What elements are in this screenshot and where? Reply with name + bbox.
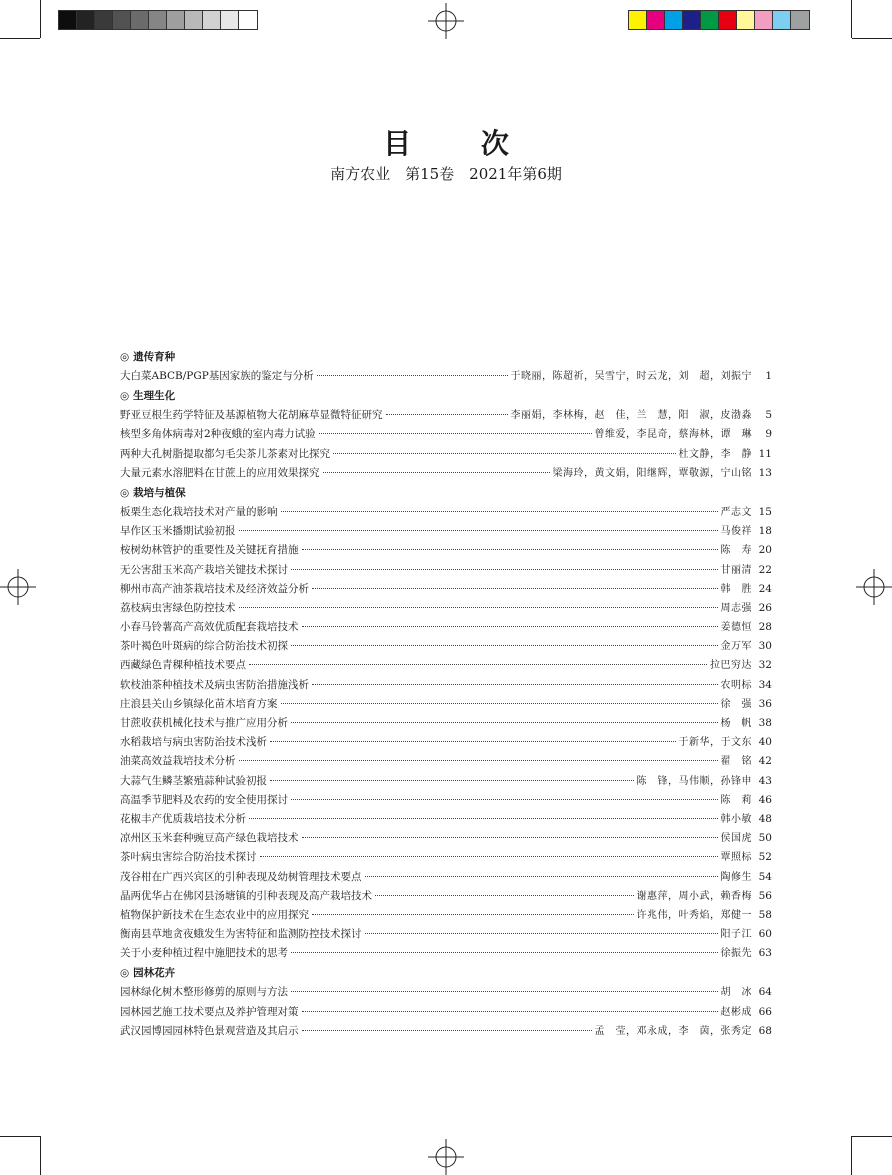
- dot-leader: [302, 1011, 718, 1012]
- article-authors: 胡 冰: [720, 987, 752, 999]
- dot-leader: [291, 952, 718, 953]
- page-number: 24: [758, 582, 772, 595]
- article-authors: 周志强: [720, 602, 752, 614]
- color-swatch: [629, 11, 647, 29]
- page-number: 42: [758, 755, 772, 768]
- dot-leader: [260, 856, 718, 857]
- article-title: 园林园艺施工技术要点及养护管理对策: [120, 1005, 299, 1018]
- article-title: 两种大孔树脂提取都匀毛尖茶儿茶素对比探究: [120, 447, 330, 460]
- registration-mark-icon: [428, 3, 464, 39]
- page-number: 22: [758, 563, 772, 576]
- color-swatch: [239, 11, 257, 29]
- page-number: 50: [758, 832, 772, 845]
- article-title: 西藏绿色青稞种植技术要点: [120, 659, 246, 672]
- dot-leader: [319, 433, 592, 434]
- article-authors: 许兆伟，叶秀焰，郑健一: [636, 909, 752, 921]
- article-title: 野亚豆根生药学特征及基源植物大花胡麻草显微特征研究: [120, 409, 383, 422]
- article-title: 凉州区玉米套种豌豆高产绿色栽培技术: [120, 832, 299, 845]
- color-swatch: [701, 11, 719, 29]
- article-authors: 杨 帆: [720, 718, 752, 729]
- page-number: 34: [758, 678, 772, 691]
- crop-mark: [851, 1136, 852, 1175]
- toc-entry[interactable]: [120, 599, 772, 618]
- table-of-contents: [120, 347, 772, 1041]
- dot-leader: [239, 760, 718, 761]
- article-title: 茶叶病虫害综合防治技术探讨: [120, 851, 257, 864]
- article-authors: 金万军: [720, 641, 752, 653]
- dot-leader: [333, 453, 676, 454]
- crop-mark: [852, 38, 892, 39]
- section-bullet-icon: ◎: [120, 486, 130, 499]
- color-swatch: [773, 11, 791, 29]
- toc-entry[interactable]: [120, 464, 772, 483]
- color-swatch: [755, 11, 773, 29]
- article-title: 核型多角体病毒对2种夜蛾的室内毒力试验: [120, 428, 316, 441]
- article-title: 茶叶褐色叶斑病的综合防治技术初探: [120, 640, 288, 653]
- color-swatch: [149, 11, 167, 29]
- dot-leader: [239, 530, 718, 531]
- toc-entry[interactable]: [120, 637, 772, 656]
- article-title: 桉树幼林管护的重要性及关键抚育措施: [120, 544, 299, 557]
- color-calibration-bar: [628, 10, 810, 30]
- article-title: 植物保护新技术在生态农业中的应用探究: [120, 908, 309, 921]
- section-heading: [120, 483, 772, 503]
- crop-mark: [0, 38, 40, 39]
- dot-leader: [312, 588, 718, 589]
- article-title: 软枝油茶种植技术及病虫害防治措施浅析: [120, 678, 309, 691]
- toc-entry[interactable]: [120, 868, 772, 887]
- toc-entry[interactable]: [120, 406, 772, 425]
- article-title: 花椒丰产优质栽培技术分析: [120, 812, 246, 825]
- page-number: 30: [758, 640, 772, 653]
- article-title: 高温季节肥料及农药的安全使用探讨: [120, 793, 288, 806]
- dot-leader: [291, 799, 718, 800]
- dot-leader: [291, 569, 718, 570]
- color-swatch: [719, 11, 737, 29]
- color-swatch: [113, 11, 131, 29]
- toc-entry[interactable]: [120, 772, 772, 791]
- toc-entry[interactable]: [120, 695, 772, 714]
- article-authors: 拉巴穷达: [710, 660, 752, 672]
- dot-leader: [312, 914, 634, 915]
- page-number: 66: [758, 1005, 772, 1018]
- page-number: 58: [758, 908, 772, 921]
- grayscale-calibration-bar: [58, 10, 258, 30]
- page-number: 63: [758, 947, 772, 960]
- article-authors: 于晓丽，陈超祈，吴雪宁，时云龙，刘 超，刘振宁: [510, 371, 752, 382]
- dot-leader: [291, 722, 718, 723]
- article-authors: 严志文: [720, 506, 752, 518]
- color-swatch: [791, 11, 809, 29]
- article-title: 晶两优华占在佛冈县汤塘镇的引种表现及高产栽培技术: [120, 889, 372, 902]
- toc-entry[interactable]: [120, 983, 772, 1002]
- section-heading: [120, 347, 772, 367]
- toc-entry[interactable]: [120, 367, 772, 386]
- article-title: 早作区玉米播期试验初报: [120, 525, 236, 538]
- toc-entry[interactable]: [120, 810, 772, 829]
- page-number: 13: [758, 466, 772, 479]
- registration-mark-icon: [856, 569, 892, 605]
- article-title: 油菜高效益栽培技术分析: [120, 755, 236, 768]
- dot-leader: [281, 703, 718, 704]
- journal-issue-line: 南方农业 第15卷 2021年第6期: [330, 165, 562, 183]
- color-swatch: [95, 11, 113, 29]
- dot-leader: [270, 741, 676, 742]
- page-number: 43: [758, 774, 772, 787]
- dot-leader: [281, 511, 718, 512]
- page-number: 18: [758, 525, 772, 538]
- article-authors: 覃照标: [720, 852, 752, 864]
- article-authors: 谢惠萍，周小武，赖香梅: [636, 890, 752, 902]
- toc-entry[interactable]: [120, 1003, 772, 1022]
- color-swatch: [77, 11, 95, 29]
- color-swatch: [203, 11, 221, 29]
- article-authors: 甘丽清: [720, 564, 752, 576]
- dot-leader: [239, 607, 718, 608]
- dot-leader: [249, 664, 707, 665]
- page-number: 46: [758, 793, 772, 806]
- article-authors: 于新华，于文东: [678, 737, 752, 749]
- color-swatch: [131, 11, 149, 29]
- article-title: 衡南县草地贪夜蛾发生为害特征和监测防控技术探讨: [120, 928, 362, 941]
- toc-entry[interactable]: [120, 752, 772, 771]
- page-number: 54: [758, 870, 772, 883]
- section-bullet-icon: ◎: [120, 390, 130, 403]
- color-swatch: [665, 11, 683, 29]
- toc-entry[interactable]: [120, 848, 772, 867]
- dot-leader: [302, 549, 718, 550]
- page-number: 1: [765, 370, 772, 382]
- dot-leader: [365, 933, 718, 934]
- article-title: 小春马铃薯高产高效优质配套栽培技术: [120, 621, 299, 634]
- section-bullet-icon: ◎: [120, 967, 130, 980]
- toc-entry[interactable]: [120, 791, 772, 810]
- article-title: 甘蔗收获机械化技术与推广应用分析: [120, 717, 288, 729]
- registration-mark-icon: [428, 1139, 464, 1175]
- article-authors: 杜文静，李 静: [678, 448, 752, 460]
- page-number: 5: [765, 409, 772, 422]
- article-authors: 陶修生: [720, 871, 752, 883]
- article-authors: 姜德恒: [720, 622, 752, 634]
- article-title: 柳州市高产油茶栽培技术及经济效益分析: [120, 582, 309, 595]
- article-authors: 曾维爱，李昆奇，蔡海林，谭 琳: [594, 429, 752, 441]
- toc-entry[interactable]: [120, 887, 772, 906]
- dot-leader: [270, 780, 634, 781]
- color-swatch: [683, 11, 701, 29]
- article-authors: 陈 莉: [720, 794, 752, 806]
- article-authors: 徐 强: [720, 698, 752, 710]
- article-title: 关于小麦种植过程中施肥技术的思考: [120, 947, 288, 960]
- page-number: 48: [758, 812, 772, 825]
- toc-entry[interactable]: [120, 829, 772, 848]
- dot-leader: [365, 876, 718, 877]
- dot-leader: [375, 895, 634, 896]
- toc-entry[interactable]: [120, 503, 772, 522]
- page-number: 56: [758, 889, 772, 902]
- toc-entry[interactable]: [120, 1022, 772, 1041]
- article-authors: 侯国虎: [720, 833, 752, 845]
- article-authors: 农明标: [720, 679, 752, 691]
- article-authors: 徐振先: [720, 948, 752, 960]
- dot-leader: [317, 375, 508, 376]
- article-authors: 陈 锋，马伟顺，孙锋申: [636, 775, 752, 787]
- toc-entry[interactable]: [120, 944, 772, 963]
- dot-leader: [302, 837, 718, 838]
- page-number: 36: [758, 697, 772, 710]
- toc-entry[interactable]: [120, 522, 772, 541]
- section-name: 园林花卉: [133, 967, 176, 980]
- toc-entry[interactable]: [120, 541, 772, 560]
- article-title: 大白菜ABCB/PGP基因家族的鉴定与分析: [120, 370, 314, 382]
- dot-leader: [249, 818, 718, 819]
- crop-mark: [0, 1136, 40, 1137]
- article-title: 水稻栽培与病虫害防治技术浅析: [120, 736, 267, 749]
- section-name: 遗传育种: [133, 351, 176, 363]
- color-swatch: [221, 11, 239, 29]
- article-title: 庄浪县关山乡镇绿化苗木培育方案: [120, 697, 278, 710]
- page-number: 60: [758, 928, 772, 941]
- color-swatch: [737, 11, 755, 29]
- article-title: 茂谷柑在广西兴宾区的引种表现及幼树管理技术要点: [120, 870, 362, 883]
- section-name: 生理生化: [133, 390, 176, 403]
- toc-entry[interactable]: [120, 733, 772, 752]
- toc-entry[interactable]: [120, 906, 772, 925]
- section-name: 栽培与植保: [133, 486, 186, 499]
- page-number: 11: [758, 447, 772, 460]
- article-title: 无公害甜玉米高产栽培关键技术探讨: [120, 563, 288, 576]
- page-number: 9: [765, 428, 772, 441]
- crop-mark: [40, 0, 41, 38]
- section-heading: [120, 386, 772, 406]
- dot-leader: [312, 684, 718, 685]
- article-authors: 马俊祥: [720, 526, 752, 538]
- article-title: 荔枝病虫害绿色防控技术: [120, 601, 236, 614]
- dot-leader: [386, 414, 508, 415]
- color-swatch: [647, 11, 665, 29]
- crop-mark: [852, 1136, 892, 1137]
- page-number: 64: [758, 986, 772, 999]
- page-number: 26: [758, 601, 772, 614]
- article-title: 园林绿化树木整形修剪的原则与方法: [120, 986, 288, 999]
- crop-mark: [851, 0, 852, 38]
- article-authors: 阳子江: [720, 929, 752, 941]
- article-title: 大量元素水溶肥料在甘蔗上的应用效果探究: [120, 466, 320, 479]
- article-authors: 陈 寿: [720, 545, 752, 557]
- page-number: 52: [758, 851, 772, 864]
- article-authors: 孟 莹，邓永成，李 茵，张秀定: [594, 1025, 752, 1037]
- article-authors: 韩小敏: [720, 813, 752, 825]
- toc-entry[interactable]: [120, 425, 772, 444]
- dot-leader: [302, 1030, 592, 1031]
- page-number: 68: [758, 1024, 772, 1037]
- dot-leader: [323, 472, 550, 473]
- article-authors: 翟 铭: [720, 756, 752, 768]
- page-number: 32: [758, 659, 772, 672]
- dot-leader: [291, 645, 718, 646]
- toc-entry[interactable]: [120, 445, 772, 464]
- article-authors: 韩 胜: [720, 583, 752, 595]
- color-swatch: [185, 11, 203, 29]
- section-bullet-icon: ◎: [120, 351, 130, 363]
- article-title: 武汉园博园园林特色景观营造及其启示: [120, 1024, 299, 1037]
- article-authors: 李丽娟，李林梅，赵 佳，兰 慧，阳 淑，皮渤淼: [510, 410, 752, 422]
- toc-entry[interactable]: [120, 676, 772, 695]
- toc-entry[interactable]: [120, 656, 772, 675]
- registration-mark-icon: [0, 569, 36, 605]
- toc-entry[interactable]: [120, 561, 772, 580]
- page-title: 目 次: [383, 127, 539, 160]
- dot-leader: [302, 626, 718, 627]
- toc-entry[interactable]: [120, 580, 772, 599]
- section-heading: [120, 963, 772, 983]
- page-number: 40: [758, 736, 772, 749]
- article-title: 板栗生态化栽培技术对产量的影响: [120, 505, 278, 518]
- article-title: 大蒜气生鳞茎繁殖蒜种试验初报: [120, 774, 267, 787]
- page-number: 20: [758, 544, 772, 557]
- page-number: 38: [758, 717, 772, 729]
- crop-mark: [40, 1136, 41, 1175]
- article-authors: 梁海玲，黄文娟，阳继辉，覃敬源，宁山铭: [552, 467, 752, 479]
- toc-entry[interactable]: [120, 618, 772, 637]
- color-swatch: [59, 11, 77, 29]
- article-authors: 赵彬成: [720, 1006, 752, 1018]
- toc-entry[interactable]: [120, 714, 772, 733]
- page-number: 28: [758, 621, 772, 634]
- dot-leader: [291, 991, 718, 992]
- color-swatch: [167, 11, 185, 29]
- page-number: 15: [758, 505, 772, 518]
- toc-entry[interactable]: [120, 925, 772, 944]
